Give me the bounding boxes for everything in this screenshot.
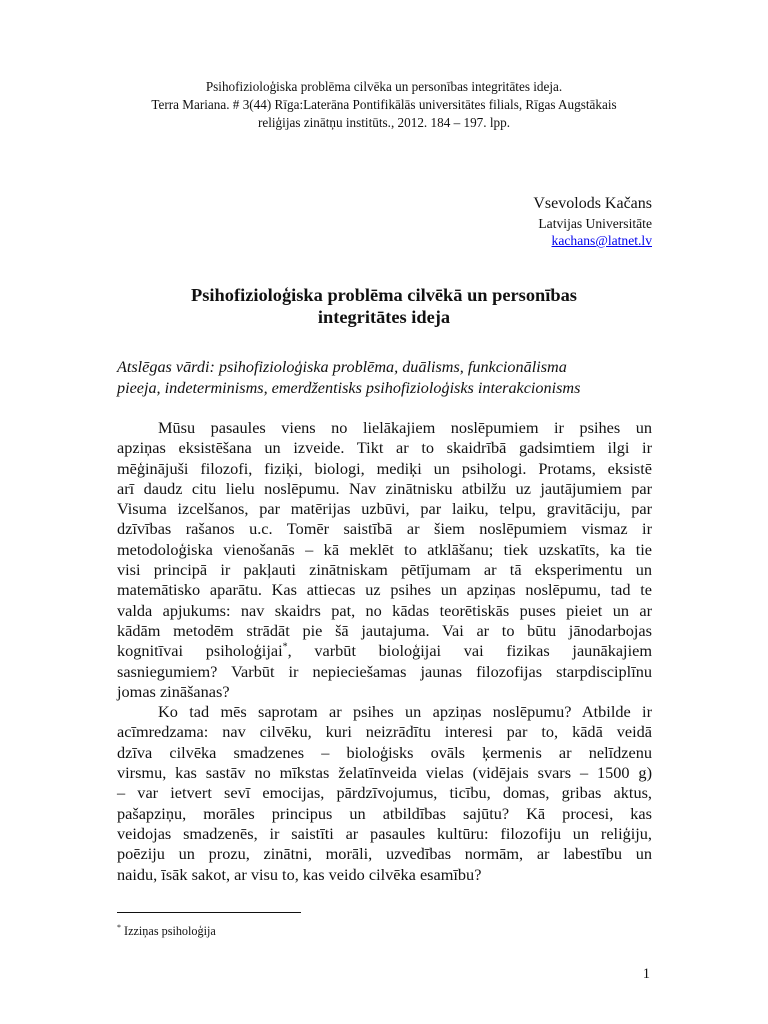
footnote-marker: * [117,923,121,932]
author-block [533,194,652,250]
text-line: mēģinājuši filozofi, fiziķi, biologi, mediķi un psihologi. Protams, eksistē [117,458,652,478]
text-line: arī daudz citu lielu noslēpumu. Nav zinātnisku atbilžu uz jautājumiem par [117,478,652,498]
text-line: metodoloģiska vienošanās – kā meklēt to atklāšanu; tiek uzskatīts, ka tie [117,539,652,559]
footnote-divider [117,912,301,913]
author-name: Vsevolods Kačans [533,195,652,212]
paragraph-2 [117,702,652,885]
title-line: integritātes ideja [317,307,451,327]
footnote-marker: * [282,641,288,653]
text-line: – var ietvert sevī emocijas, pārdzīvojumus, ticību, domas, gribas aktus, [117,783,652,803]
text-line: sasniegumiem? Varbūt ir nepieciešamas jaunas filozofijas starpdisciplīnu [117,661,652,681]
paper-title [110,284,658,328]
text-line: apziņas eksistēšana un izveide. Tikt ar to skaidrībā gadsimtiem ilgi ir [117,438,652,458]
keywords [117,357,651,399]
text-line: pašapziņu, morāles principus un atbildības sajūtu? Kā procesi, kas [117,803,652,823]
keywords-line: pieeja, indeterminisms, emerdžentisks psihofizioloģisks interakcionisms [117,379,581,397]
text-line: Ko tad mēs saprotam ar psihes un apziņas noslēpumu? Atbilde ir [158,702,652,722]
citation-block [110,78,658,132]
footnote [117,920,216,939]
citation-line: Terra Mariana. # 3(44) Rīga:Laterāna Pontifikālās universitātes filials, Rīgas Augstākais [151,97,617,112]
text-line: Mūsu pasaules viens no lielākajiem noslēpumiem ir psihes un [158,418,652,437]
text-line: visi principā ir pakļauti zinātniskam pētījumam ar tā eksperimentu un [117,560,652,580]
paragraph-1 [117,418,652,702]
text-line: virsmu, kas sastāv no mīkstas želatīnveida vielas (vidējais svars – 1500 g) [117,763,652,783]
text-line: acīmredzama: nav cilvēku, kuri neizrādītu interesi par to, kādā veidā [117,722,652,742]
text-line: jomas zināšanas? [117,681,230,701]
citation-line: Psihofizioloģiska problēma cilvēka un personības integritātes ideja. [205,79,563,94]
text-line: Visuma izcelšanos, par matērijas uzbūvi, par laiku, telpu, gravitāciju, par [117,499,652,519]
footnote-text: Izziņas psiholoģija [121,924,216,939]
citation-line: reliģijas zinātņu institūts., 2012. 184 – 197. lpp. [257,115,510,130]
text-line: valda apjukums: nav skaidrs pat, no kādas teorētiskās puses pieiet un ar [117,600,652,620]
text-line: matemātisko aparātu. Kas attiecas uz psihes un apziņas noslēpumu, tad te [117,580,652,600]
text-line: kādām metodēm strādāt pie šā jautajuma. Vai ar to būtu jānodarbojas [117,620,652,640]
page-number: 1 [642,966,650,982]
text-line: dzīva cilvēka smadzenes – bioloģisks ovāls ķermenis ar nelīdzenu [117,742,652,762]
body-text [117,418,652,885]
text-line: naidu, īsāk sakot, ar visu to, kas veido cilvēka esamību? [117,864,482,884]
author-email-link[interactable]: kachans@latnet.lv [551,233,652,248]
author-affiliation: Latvijas Universitāte [538,216,652,231]
title-line: Psihofizioloģiska problēma cilvēkā un personības [191,285,577,305]
text-line: dzīvības rašanos u.c. Tomēr saistībā ar šiem noslēpumiem vismaz ir [117,519,652,539]
text-segment: kognitīvai psiholoģijai [117,641,283,661]
text-line-with-footnote [117,641,652,661]
keywords-line: Atslēgas vārdi: psihofizioloģiska problēma, duālisms, funkcionālisma [117,358,567,376]
text-line: poēziju un prozu, zinātni, morāli, uzvedības normām, ar labestību un [117,844,652,864]
text-segment: , varbūt bioloģijai vai fizikas jaunākajiem [287,641,652,661]
text-line: veidojas smadzenēs, ir saistīti ar pasaules kultūru: filozofiju un reliģiju, [117,823,652,843]
